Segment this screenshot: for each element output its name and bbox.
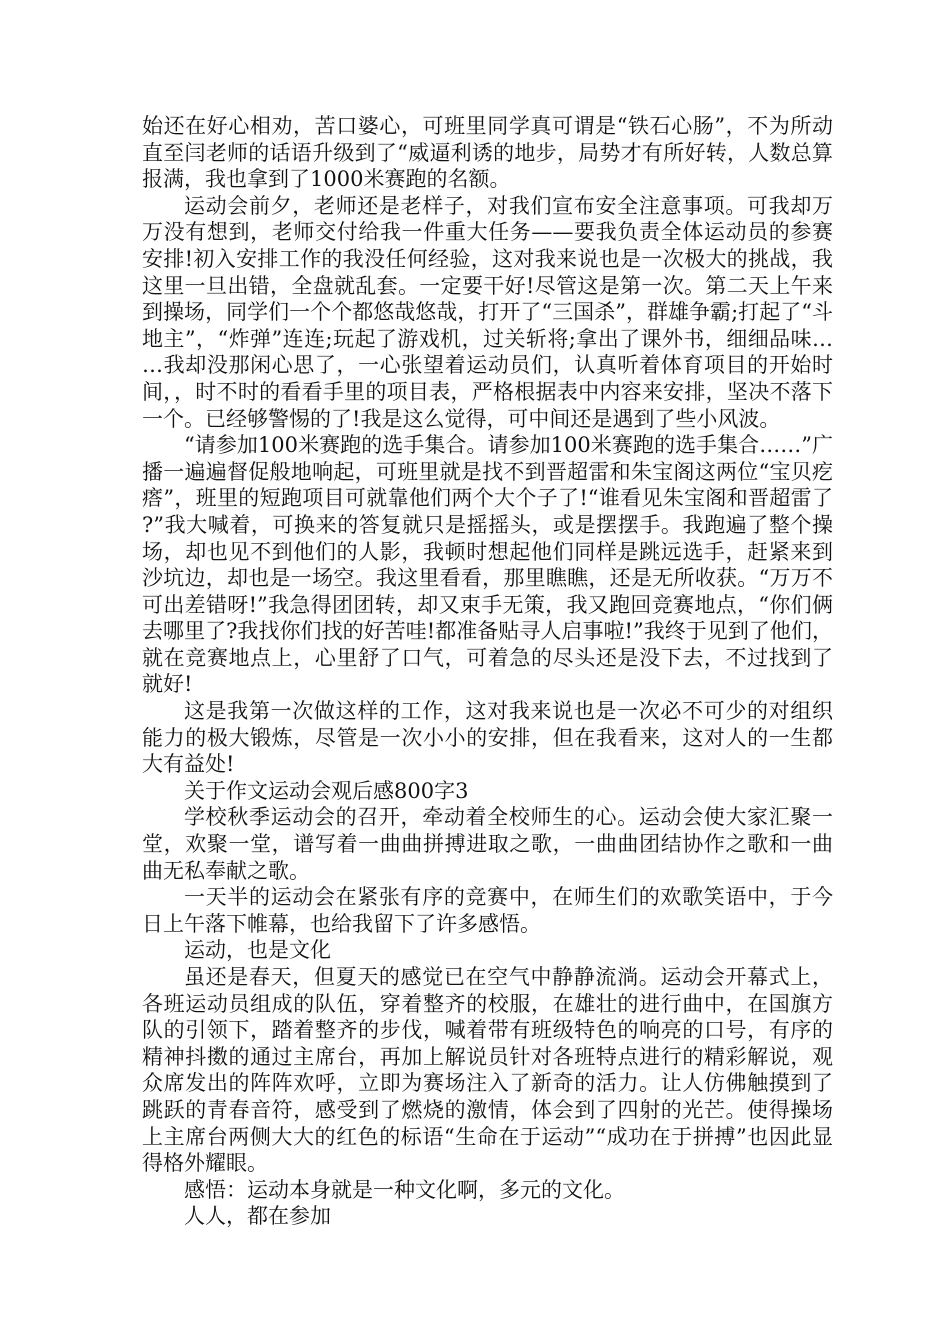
section-heading: 关于作文运动会观后感800字3 <box>184 778 469 803</box>
paragraph-8: 感悟：运动本身就是一种文化啊，多元的文化。 <box>184 1177 625 1202</box>
paragraph-3: “请参加100米赛跑的选手集合。请参加100米赛跑的选手集合……”广播一遍遍督促般地响起，可班里就是找不到晋超雷和朱宝阁这两位“宝贝疙瘩”，班里的短跑项目可就靠他们两个大个子了!“谁看见朱宝阁和晋超雷了?”我大喊着，可换来的答复就只是摇摇头，或是摆摆手。我跑遍了整个操场，却也见不到他们的人影，我顿时想起他们同样是跳远选手，赶紧来到沙坑边，却也是一场空。我这里看看，那里瞧瞧，还是无所收获。“万万不可出差错呀!”我急得团团转，却又束手无策，我又跑回竞赛地点，“你们俩去哪里了?我找你们找的好苦哇!都准备贴寻人启事啦!”我终于见到了他们，就在竞赛地点上，心里舒了口气，可着急的尽头还是没下去，不过找到了就好! <box>142 433 833 697</box>
paragraph-9: 人人，都在参加 <box>184 1204 331 1229</box>
paragraph-1: 始还在好心相劝，苦口婆心，可班里同学真可谓是“铁石心肠”，不为所动直至闫老师的话语升级到了“威逼利诱的地步，局势才有所好转，人数总算报满，我也拿到了1000米赛跑的名额。 <box>142 114 833 192</box>
paragraph-2: 运动会前夕，老师还是老样子，对我们宣布安全注意事项。可我却万万没有想到，老师交付给我一件重大任务——要我负责全体运动员的参赛安排!初入安排工作的我没任何经验，这对我来说也是一次极大的挑战，我这里一旦出错，全盘就乱套。一定要干好!尽管这是第一次。第二天上午来到操场，同学们一个个都悠哉悠哉，打开了“三国杀”，群雄争霸;打起了“斗地主”，“炸弹”连连;玩起了游戏机，过关斩将;拿出了课外书，细细品味……我却没那闲心思了，一心张望着运动员们，认真听着体育项目的开始时间，，时不时的看看手里的项目表，严格根据表中内容来安排，坚决不落下一个。已经够警惕的了!我是这么觉得，可中间还是遇到了些小风波。 <box>142 193 833 431</box>
paragraph-4: 这是我第一次做这样的工作，这对我来说也是一次必不可少的对组织能力的极大锻炼，尽管是一次小小的安排，但在我看来，这对人的一生都大有益处! <box>142 699 833 777</box>
paragraph-5: 学校秋季运动会的召开，牵动着全校师生的心。运动会使大家汇聚一堂，欢聚一堂，谱写着一曲曲拼搏进取之歌，一曲曲团结协作之歌和一曲曲无私奉献之歌。 <box>142 805 833 883</box>
subheading: 运动，也是文化 <box>184 938 331 963</box>
paragraph-6: 一天半的运动会在紧张有序的竞赛中，在师生们的欢歌笑语中，于今日上午落下帷幕，也给我留下了许多感悟。 <box>142 885 833 936</box>
paragraph-7: 虽还是春天，但夏天的感觉已在空气中静静流淌。运动会开幕式上，各班运动员组成的队伍，穿着整齐的校服，在雄壮的进行曲中，在国旗方队的引领下，踏着整齐的步伐，喊着带有班级特色的响亮的口号，有序的精神抖擞的通过主席台，再加上解说员针对各班特点进行的精彩解说，观众席发出的阵阵欢呼，立即为赛场注入了新奇的活力。让人仿佛触摸到了跳跃的青春音符，感受到了燃烧的激情，体会到了四射的光芒。使得操场上主席台两侧大大的红色的标语“生命在于运动”“成功在于拼搏”也因此显得格外耀眼。 <box>142 965 833 1176</box>
document-page <box>142 113 833 1230</box>
